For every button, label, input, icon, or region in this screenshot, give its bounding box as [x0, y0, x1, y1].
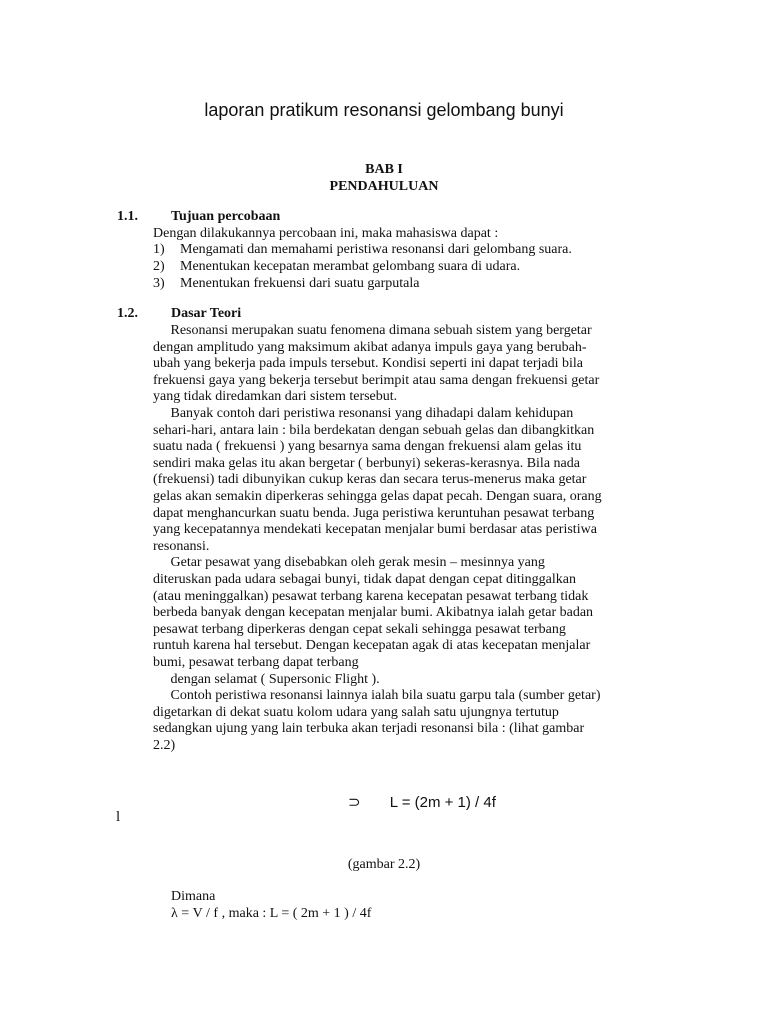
list-item-number: 3): [153, 276, 165, 291]
body-line: sehari-hari, antara lain : bila berdekatan dengan sebuah gelas dan dibangkitkan: [153, 422, 595, 438]
body-line: yang tidak diredamkan dari sistem tersebut.: [153, 389, 398, 405]
body-line: gelas akan semakin diperkeras sehingga gelas dapat pecah. Dengan suara, orang: [153, 489, 602, 504]
figure-caption: (gambar 2.2): [347, 857, 421, 872]
list-item-text: Mengamati dan memahami peristiwa resonansi dari gelombang suara.: [180, 242, 572, 257]
section-intro: Dengan dilakukannya percobaan ini, maka mahasiswa dapat :: [153, 226, 499, 241]
body-line: 2.2): [153, 738, 176, 753]
stray-character: l: [116, 809, 121, 825]
list-item-number: 2): [153, 259, 165, 274]
body-line: suatu nada ( frekuensi ) yang besarnya sama dengan frekuensi alam gelas itu: [153, 439, 582, 455]
list-item-text: Menentukan kecepatan merambat gelombang suara di udara.: [180, 259, 521, 274]
list-item-text: Menentukan frekuensi dari suatu garputala: [180, 276, 420, 291]
chapter-name: PENDAHULUAN: [329, 179, 439, 194]
body-line: frekuensi gaya yang bekerja tersebut berimpit atau sama dengan frekuensi getar: [153, 372, 600, 388]
body-line: Banyak contoh dari peristiwa resonansi yang dihadapi dalam kehidupan: [153, 406, 574, 421]
section-title: Dasar Teori: [171, 306, 242, 321]
where-equation: λ = V / f , maka : L = ( 2m + 1 ) / 4f: [171, 906, 372, 921]
formula: ⊃ L = (2m + 1) / 4f: [348, 794, 496, 811]
body-line: Contoh peristiwa resonansi lainnya ialah bila suatu garpu tala (sumber getar): [153, 688, 601, 704]
body-line: bumi, pesawat terbang dapat terbang: [153, 655, 359, 670]
body-line: sedangkan ujung yang lain terbuka akan terjadi resonansi bila : (lihat gambar: [153, 721, 585, 737]
body-line: pesawat terbang diperkeras dengan cepat sekali sehingga pesawat terbang: [153, 621, 566, 637]
body-line: (frekuensi) tadi dibunyikan cukup keras dan secara terus-menerus maka getar: [153, 472, 587, 488]
page-title: laporan pratikum resonansi gelombang bunyi: [204, 100, 564, 120]
body-line: yang kecepatannya mendekati kecepatan menjalar bumi berdasar atas peristiwa: [153, 522, 597, 538]
body-line: Getar pesawat yang disebabkan oleh gerak mesin – mesinnya yang: [153, 555, 545, 571]
body-line: dengan amplitudo yang maksimum akibat adanya impuls gaya yang berubah-: [153, 339, 587, 355]
body-line: dengan selamat ( Supersonic Flight ).: [153, 671, 380, 687]
body-line: (atau meninggalkan) pesawat terbang karena kecepatan pesawat terbang tidak: [153, 588, 589, 604]
body-line: berbeda banyak dengan kecepatan menjalar bumi. Akibatnya ialah getar badan: [153, 605, 594, 621]
body-line: runtuh karena hal tersebut. Dengan kecepatan agak di atas kecepatan menjalar: [153, 638, 591, 654]
body-line: sendiri maka gelas itu akan bergetar ( berbunyi) sekeras-kerasnya. Bila nada: [153, 455, 580, 471]
list-item-number: 1): [153, 242, 165, 257]
where-label: Dimana: [171, 889, 216, 904]
body-line: resonansi.: [153, 538, 210, 554]
chapter-label: BAB I: [365, 162, 403, 177]
body-line: ubah yang bekerja pada impuls tersebut. Kondisi seperti ini dapat terjadi bila: [153, 356, 583, 372]
body-line: Resonansi merupakan suatu fenomena dimana sebuah sistem yang bergetar: [153, 323, 592, 338]
section-number: 1.2.: [117, 306, 138, 321]
body-line: diteruskan pada udara sebagai bunyi, tidak dapat dengan cepat ditinggalkan: [153, 572, 576, 587]
body-line: dapat menghancurkan suatu benda. Juga peristiwa keruntuhan pesawat terbang: [153, 505, 595, 521]
section-number: 1.1.: [117, 209, 138, 224]
section-title: Tujuan percobaan: [171, 209, 281, 224]
body-line: digetarkan di dekat suatu kolom udara yang salah satu ujungnya tertutup: [153, 704, 559, 720]
